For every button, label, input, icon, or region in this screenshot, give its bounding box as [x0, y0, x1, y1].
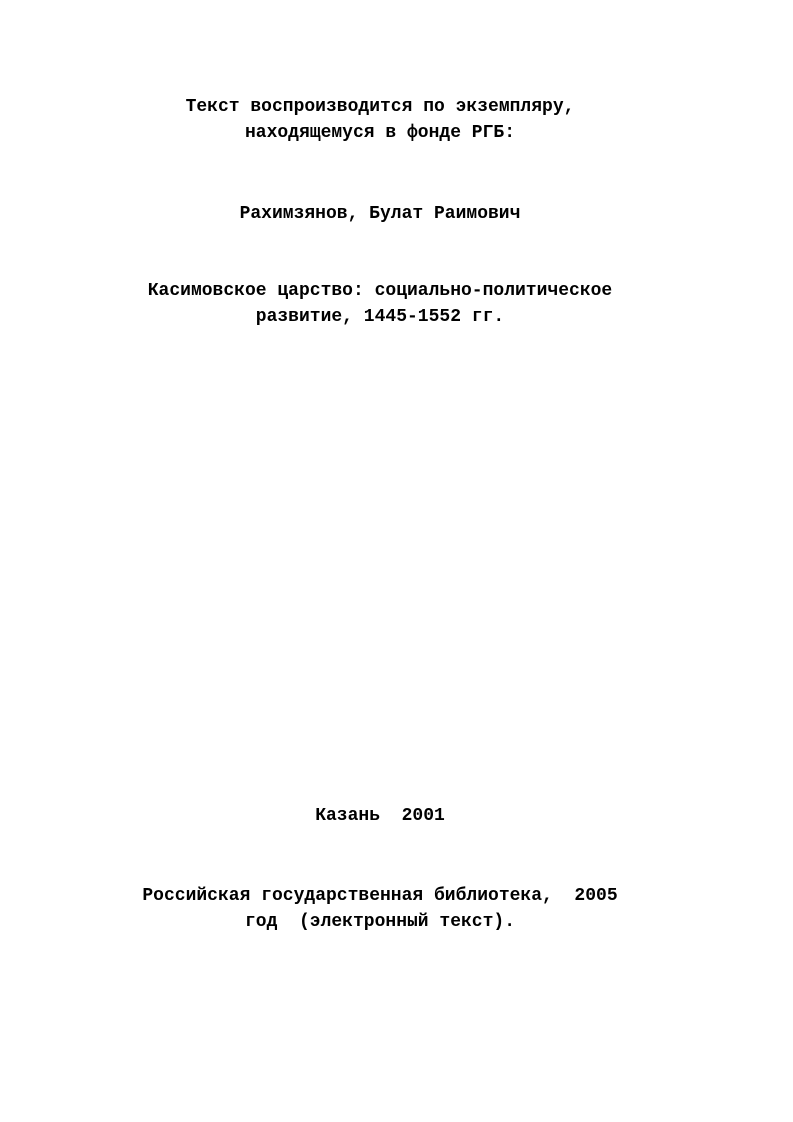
author-name: Рахимзянов, Булат Раимович	[239, 204, 521, 224]
source-notice-line-1: Текст воспроизводится по экземпляру,	[185, 97, 575, 117]
place-and-year: Казань 2001	[315, 806, 445, 826]
publisher-notice-line-1: Российская государственная библиотека, 2005	[142, 886, 618, 906]
publisher-notice-line-2: год (электронный текст).	[244, 912, 516, 932]
title-line-1: Касимовское царство: социально-политическое	[147, 281, 613, 301]
source-notice-line-2: находящемуся в фонде РГБ:	[244, 123, 516, 143]
title-line-2: развитие, 1445-1552 гг.	[255, 307, 505, 327]
